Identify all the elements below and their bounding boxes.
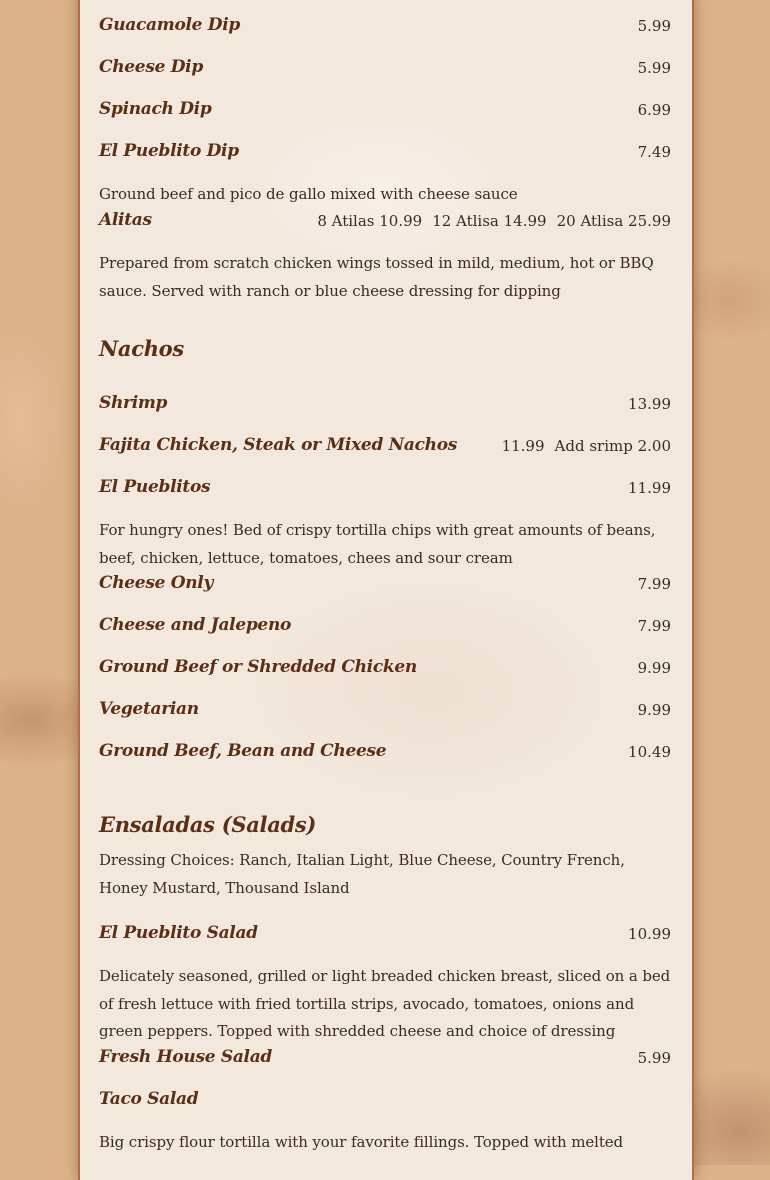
item-name: Fajita Chicken, Steak or Mixed Nachos — [99, 435, 458, 455]
item-price: 9.99 — [637, 701, 671, 719]
item-name: Fresh House Salad — [99, 1047, 273, 1067]
menu-item — [99, 1046, 671, 1068]
menu-item — [99, 98, 671, 120]
price-option: 8 Atilas 10.99 — [317, 212, 423, 230]
menu-item — [99, 656, 671, 678]
item-price: 7.99 — [637, 575, 671, 593]
menu-item — [99, 392, 671, 414]
menu-item — [99, 476, 671, 498]
item-price: 6.99 — [637, 101, 671, 119]
menu-item — [99, 434, 671, 456]
item-price: 5.99 — [637, 17, 671, 35]
item-name: El Pueblito Salad — [99, 923, 258, 943]
menu-item — [99, 698, 671, 720]
menu-item — [99, 140, 671, 162]
item-price: 7.49 — [637, 143, 671, 161]
item-price: 13.99 — [628, 395, 671, 413]
item-name: Alitas — [99, 210, 152, 230]
item-price: 9.99 — [637, 659, 671, 677]
item-description: Prepared from scratch chicken wings tossed in mild, medium, hot or BBQ sauce. Served with ranch or blue cheese dressing for dipping — [99, 254, 654, 300]
item-prices — [502, 436, 671, 456]
price-option: 12 Atlisa 14.99 — [432, 212, 547, 230]
item-name: Ground Beef or Shredded Chicken — [99, 657, 417, 677]
price-option: 11.99 — [501, 437, 545, 455]
price-option: 20 Atlisa 25.99 — [556, 212, 671, 230]
item-description: Ground beef and pico de gallo mixed with cheese sauce — [99, 185, 518, 203]
section-title-nachos: Nachos — [99, 336, 184, 361]
item-description: For hungry ones! Bed of crispy tortilla chips with great amounts of beans, beef, chicken, lettuce, tomatoes, chees and sour cream — [99, 521, 656, 567]
item-price: 10.99 — [628, 925, 671, 943]
item-name: Vegetarian — [99, 699, 199, 719]
menu-item — [99, 56, 671, 78]
dressing-note: Dressing Choices: Ranch, Italian Light, Blue Cheese, Country French, Honey Mustard, Thousand Island — [99, 851, 625, 897]
item-price: 11.99 — [628, 479, 671, 497]
menu-item — [99, 14, 671, 36]
item-name: Ground Beef, Bean and Cheese — [99, 741, 387, 761]
menu-item — [99, 922, 671, 944]
item-name: Cheese Only — [99, 573, 214, 593]
item-price: 10.49 — [628, 743, 671, 761]
menu-item — [99, 740, 671, 762]
item-name: Cheese and Jalepeno — [99, 615, 292, 635]
menu-item — [99, 614, 671, 636]
item-name: Shrimp — [99, 393, 168, 413]
menu-item-alitas — [99, 209, 671, 231]
item-price: 5.99 — [637, 59, 671, 77]
item-name: El Pueblitos — [99, 477, 211, 497]
item-name: Taco Salad — [99, 1089, 199, 1109]
item-description: Delicately seasoned, grilled or light breaded chicken breast, sliced on a bed of fresh lettuce with fried tortilla strips, avocado, tomatoes, onions and green peppers. Topped with shredded cheese and choice of dressing — [99, 967, 671, 1040]
section-title-salads: Ensaladas (Salads) — [99, 812, 317, 837]
item-name: Guacamole Dip — [99, 15, 240, 35]
item-name: El Pueblito Dip — [99, 141, 239, 161]
item-prices — [317, 211, 671, 231]
item-price: 5.99 — [637, 1049, 671, 1067]
menu-item — [99, 572, 671, 594]
price-extra: Add srimp 2.00 — [554, 437, 671, 455]
item-name: Spinach Dip — [99, 99, 212, 119]
menu-item — [99, 1088, 671, 1110]
item-description: Big crispy flour tortilla with your favorite fillings. Topped with melted — [99, 1133, 624, 1151]
item-name: Cheese Dip — [99, 57, 203, 77]
item-price: 7.99 — [637, 617, 671, 635]
